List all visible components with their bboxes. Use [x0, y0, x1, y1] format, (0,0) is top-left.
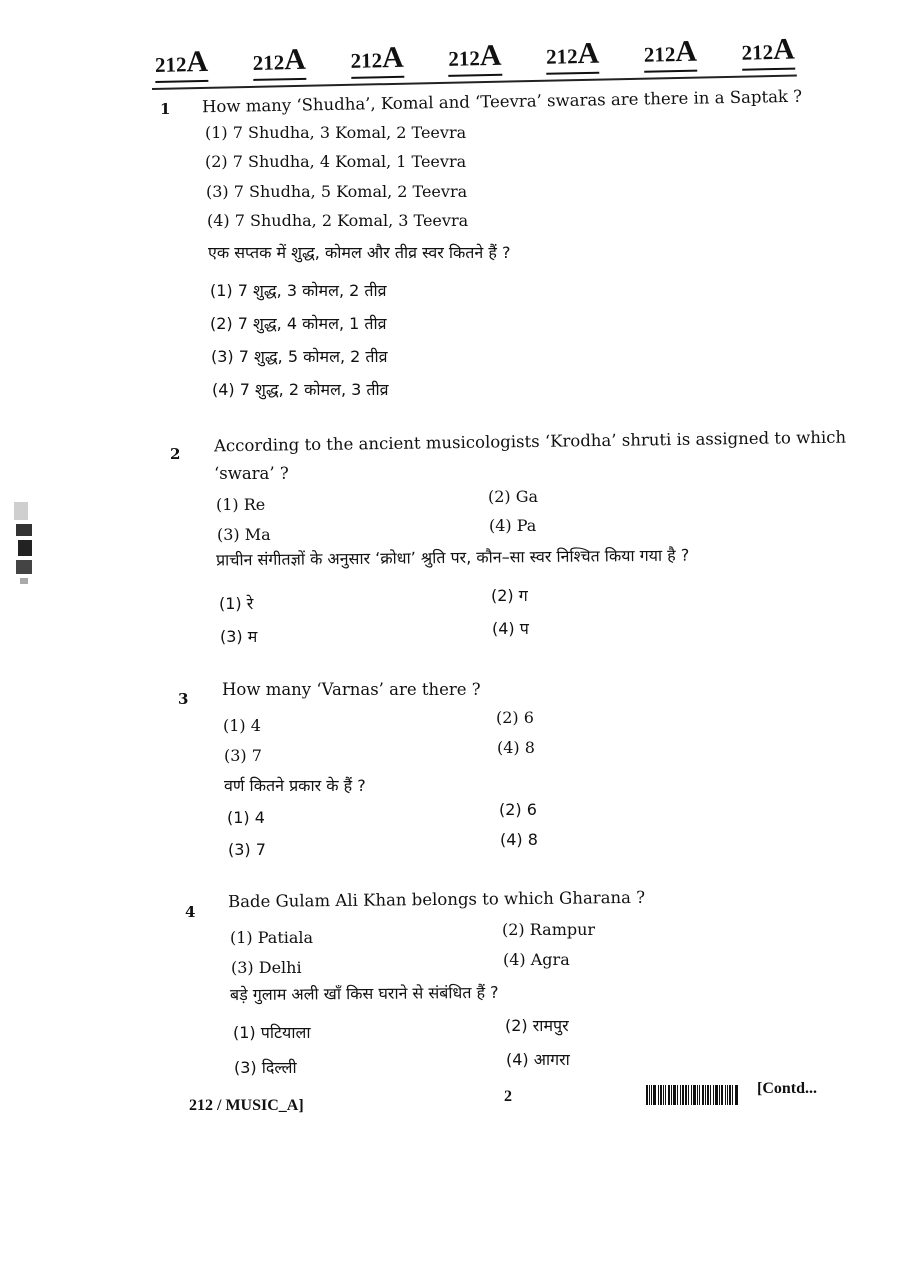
option-hindi: (1) 7 शुद्ध, 3 कोमल, 2 तीव्र [210, 281, 387, 300]
barcode-bar [727, 1085, 728, 1105]
option-hindi: (3) 7 शुद्ध, 5 कोमल, 2 तीव्र [211, 347, 388, 366]
paper-code: 212A [448, 39, 502, 77]
option: (2) Rampur [502, 920, 596, 939]
paper-code: 212A [155, 45, 209, 83]
barcode-bar [710, 1085, 711, 1105]
question-number: 2 [170, 445, 181, 463]
paper-code: 212A [741, 33, 795, 71]
paper-code: 212A [546, 37, 600, 75]
barcode-bar [713, 1085, 714, 1105]
option: (1) Re [216, 495, 266, 514]
option-hindi: (2) 7 शुद्ध, 4 कोमल, 1 तीव्र [210, 314, 387, 333]
barcode-bar [702, 1085, 704, 1105]
barcode-bar [658, 1085, 659, 1105]
barcode [646, 1085, 739, 1105]
option-hindi: (1) पटियाला [233, 1023, 311, 1042]
question-number: 3 [178, 690, 189, 708]
question-text: How many ‘Shudha’, Komal and ‘Teevra’ swaras are there in a Saptak ? [201, 86, 803, 117]
barcode-bar [653, 1085, 656, 1105]
barcode-bar [707, 1085, 709, 1105]
option-hindi: (4) 8 [500, 830, 538, 849]
option: (1) 4 [223, 716, 261, 735]
question-text: ‘swara’ ? [214, 464, 289, 483]
option: (3) Delhi [231, 958, 302, 977]
option: (2) 7 Shudha, 4 Komal, 1 Teevra [205, 152, 467, 171]
barcode-bar [715, 1085, 718, 1105]
paper-code: 212A [350, 41, 404, 79]
option-hindi: (4) आगरा [506, 1050, 570, 1069]
page-number: 2 [504, 1088, 512, 1105]
option-hindi: (2) रामपुर [505, 1016, 569, 1035]
barcode-bar [677, 1085, 678, 1105]
option-hindi: (1) 4 [227, 808, 265, 827]
barcode-bar [660, 1085, 662, 1105]
barcode-bar [721, 1085, 723, 1105]
barcode-bar [668, 1085, 670, 1105]
barcode-bar [732, 1085, 733, 1105]
barcode-bar [691, 1085, 692, 1105]
barcode-bar [646, 1085, 648, 1105]
scan-smudge [10, 500, 36, 588]
barcode-bar [725, 1085, 726, 1105]
barcode-bar [699, 1085, 700, 1105]
option-hindi: (1) रे [219, 594, 254, 613]
barcode-bar [688, 1085, 689, 1105]
barcode-bar [719, 1085, 720, 1105]
barcode-bar [682, 1085, 684, 1105]
barcode-bar [663, 1085, 664, 1105]
barcode-bar [680, 1085, 681, 1105]
question-text-hindi: वर्ण कितने प्रकार के हैं ? [224, 776, 366, 795]
option: (1) 7 Shudha, 3 Komal, 2 Teevra [205, 123, 467, 142]
barcode-bar [705, 1085, 706, 1105]
option-hindi: (3) म [220, 627, 258, 646]
barcode-bar [673, 1085, 676, 1105]
question-text-hindi: एक सप्तक में शुद्ध, कोमल और तीव्र स्वर कितने हैं ? [208, 243, 511, 262]
paper-code: 212A [643, 35, 697, 73]
option: (3) Ma [217, 525, 271, 544]
barcode-bar [671, 1085, 672, 1105]
barcode-bar [735, 1085, 738, 1105]
barcode-bar [685, 1085, 687, 1105]
question-text: According to the ancient musicologists ‘Krodha’ shruti is assigned to which [213, 427, 847, 456]
question-text: Bade Gulam Ali Khan belongs to which Gharana ? [227, 887, 646, 912]
barcode-bar [651, 1085, 652, 1105]
paper-code-footer: 212 / MUSIC_A] [189, 1097, 304, 1114]
question-number: 4 [185, 903, 196, 921]
barcode-bar [649, 1085, 650, 1105]
option-hindi: (3) दिल्ली [234, 1058, 297, 1077]
option-hindi: (2) ग [491, 586, 528, 605]
barcode-bar [729, 1085, 731, 1105]
option-hindi: (4) प [492, 619, 529, 638]
option: (3) 7 Shudha, 5 Komal, 2 Teevra [206, 182, 468, 201]
barcode-bar [693, 1085, 696, 1105]
option-hindi: (3) 7 [228, 840, 266, 859]
question-number: 1 [160, 100, 171, 118]
barcode-bar [665, 1085, 666, 1105]
paper-code: 212A [252, 43, 306, 81]
option: (1) Patiala [230, 928, 314, 947]
option: (3) 7 [224, 746, 262, 765]
option: (4) Pa [489, 516, 537, 535]
option-hindi: (4) 7 शुद्ध, 2 कोमल, 3 तीव्र [212, 380, 389, 399]
option: (2) 6 [496, 708, 534, 727]
option: (2) Ga [488, 487, 539, 506]
option-hindi: (2) 6 [499, 800, 537, 819]
paper-code-header [155, 33, 796, 83]
option: (4) Agra [503, 950, 570, 969]
continued-label: [Contd... [757, 1080, 818, 1097]
question-text-hindi: प्राचीन संगीतज्ञों के अनुसार ‘क्रोधा’ श्रुति पर, कौन–सा स्वर निश्चित किया गया है ? [215, 545, 690, 570]
option: (4) 8 [497, 738, 535, 757]
barcode-bar [697, 1085, 698, 1105]
question-text: How many ‘Varnas’ are there ? [222, 680, 481, 699]
question-text-hindi: बड़े गुलाम अली खाँ किस घराने से संबंधित हैं ? [229, 982, 499, 1005]
option: (4) 7 Shudha, 2 Komal, 3 Teevra [207, 211, 469, 230]
